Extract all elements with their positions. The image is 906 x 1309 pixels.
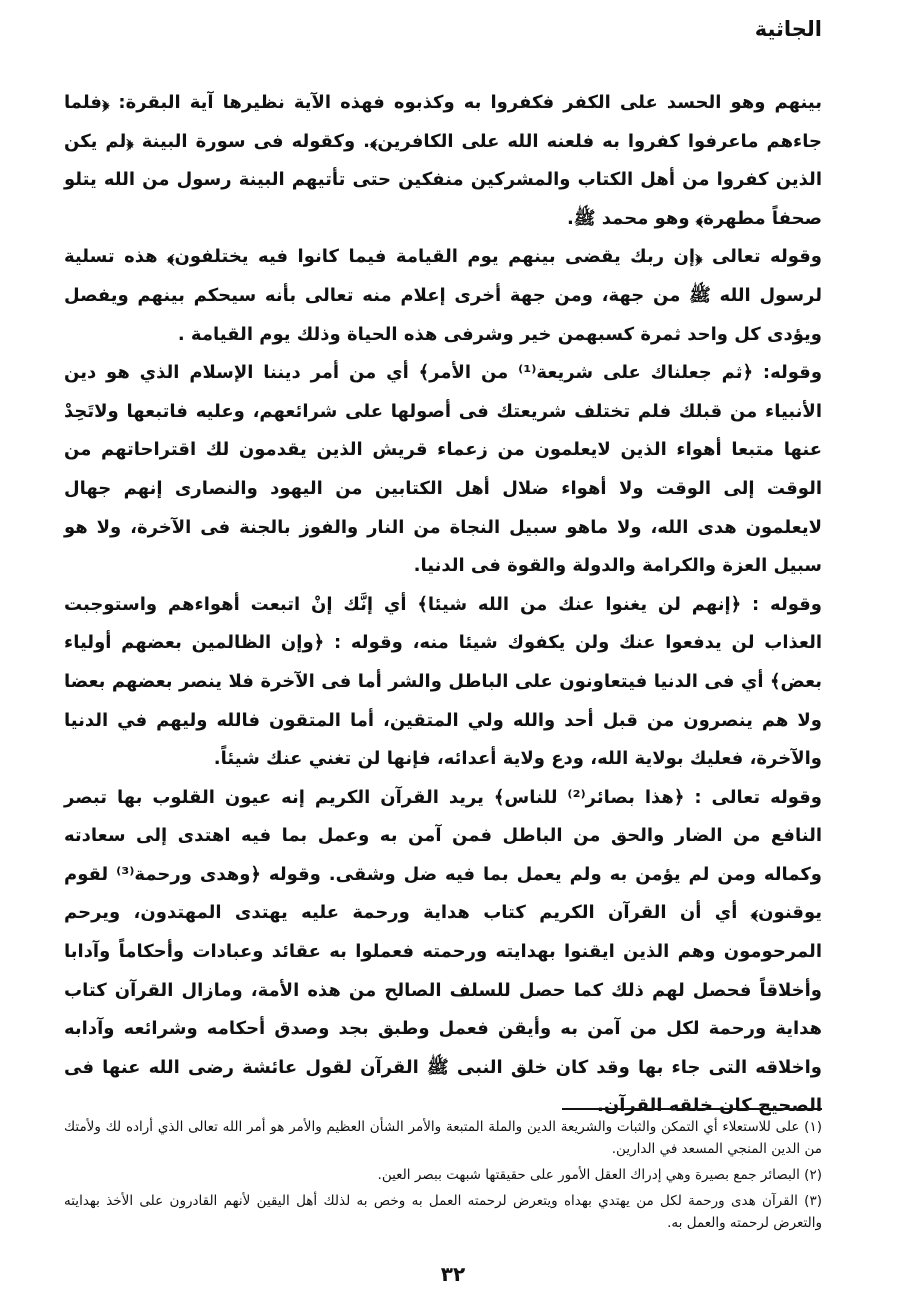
footnote-3: (٣) القرآن هدى ورحمة لكل من يهتدي بهداه ويتعرض لرحمته العمل به وخص به لذلك أهل اليقين لأنهم القادرون على الأخذ بهدايته والتعرض لرحمته والعمل به. xyxy=(64,1193,822,1231)
paragraph-5: وقوله تعالى : ﴿هذا بصائر⁽²⁾ للناس﴾ يريد القرآن الكريم إنه عيون القلوب بها تبصر النافع من الضار والحق من الباطل فمن آمن به وعمل بما فيه اهتدى إلى سعادته وكماله ومن لم يؤمن به ولم يعمل بما فيه ضل وشقى. وقوله ﴿وهدى ورحمة⁽³⁾ لقوم يوقنون﴾ أي أن القرآن الكريم كتاب هداية ورحمة عليه يهتدى المهتدون، ويرحم المرحومون وهم الذين ايقنوا بهدايته ورحمته فعملوا به عقائد وعبادات وأحكاماً وآدابا وأخلاقاً فحصل لهم ذلك كما حصل للسلف الصالح من هذه الأمة، ومازال القرآن كتاب هداية ورحمة لكل من آمن به وأيقن فعمل وطبق بجد وصدق أحكامه وشرائعه وآدابه واخلاقه التى جاء بها وقد كان خلق النبى ﷺ القرآن لقول عائشة رضى الله عنها فى الصحيح كان خلقه القرآن. xyxy=(64,786,822,1117)
paragraph-2: وقوله تعالى ﴿إن ربك يقضى بينهم يوم القيامة فيما كانوا فيه يختلفون﴾ هذه تسلية لرسول الله ﷺ من جهة، ومن جهة أخرى إعلام منه تعالى بأنه سيحكم بينهم ويفصل ويؤدى كل واحد ثمرة كسبهمن خير وشرفى هذه الحياة وذلك يوم القيامة . xyxy=(64,246,822,345)
paragraph-4: وقوله : ﴿إنهم لن يغنوا عنك من الله شيئا﴾ أي إنَّك إنْ اتبعت أهواءهم واستوجبت العذاب لن يدفعوا عنك ولن يكفوك شيئا منه، وقوله : ﴿وإن الظالمين بعضهم أولياء بعض﴾ أي فى الدنيا فيتعاونون على الباطل والشر أما فى الآخرة فلا ينصر بعضهم بعضا ولا هم ينصرون من قبل أحد والله ولي المتقين، أما المتقون فالله وليهم في الدنيا والآخرة، فعليك بولاية الله، ودع ولاية أعدائه، فإنها لن تغني عنك شيئاً. xyxy=(64,593,822,770)
running-head-title: الجاثية xyxy=(754,17,822,41)
footnotes xyxy=(64,1116,822,1238)
footnote-separator xyxy=(562,1108,822,1110)
footnote-2: (٢) البصائر جمع بصيرة وهي إدراك العقل الأمور على حقيقتها شبهت ببصر العين. xyxy=(377,1167,822,1183)
paragraph-3: وقوله: ﴿ثم جعلناك على شريعة⁽¹⁾ من الأمر﴾ أي من أمر ديننا الإسلام الذي هو دين الأنبياء من قبلك فلم تختلف شريعتك فى أصولها على شرائعهم، وعليه فاتبعها ولاتَحِدْ عنها متبعا أهواء الذين لايعلمون من زعماء قريش الذين يقدمون لك اقتراحاتهم من الوقت إلى الوقت ولا أهواء ضلال أهل الكتابين من اليهود والنصارى إنهم جهال لايعلمون هدى الله، ولا ماهو سبيل النجاة من النار والفوز بالجنة فى الآخرة، ولا هو سبيل العزة والكرامة والدولة والقوة فى الدنيا. xyxy=(64,362,823,577)
paragraph-1: بينهم وهو الحسد على الكفر فكفروا به وكذبوه فهذه الآية نظيرها آية البقرة: ﴿فلما جاءهم ماعرفوا كفروا به فلعنه الله على الكافرين﴾. وكقوله فى سورة البينة ﴿لم يكن الذين كفروا من أهل الكتاب والمشركين منفكين حتى تأتيهم البينة رسول من الله يتلو صحفاً مطهرة﴾ وهو محمد ﷺ. xyxy=(64,92,822,229)
footnote-1: (١) على للاستعلاء أي التمكن والثبات والشريعة الدين والملة المتبعة والأمر الشأن العظيم والأمر هو أمر الله تعالى الذي أراده لك ولأمتك من الدين المنجي المسعد في الدارين. xyxy=(64,1119,822,1157)
commentary-body xyxy=(64,84,822,1126)
page-number: ٣٢ xyxy=(440,1262,466,1286)
